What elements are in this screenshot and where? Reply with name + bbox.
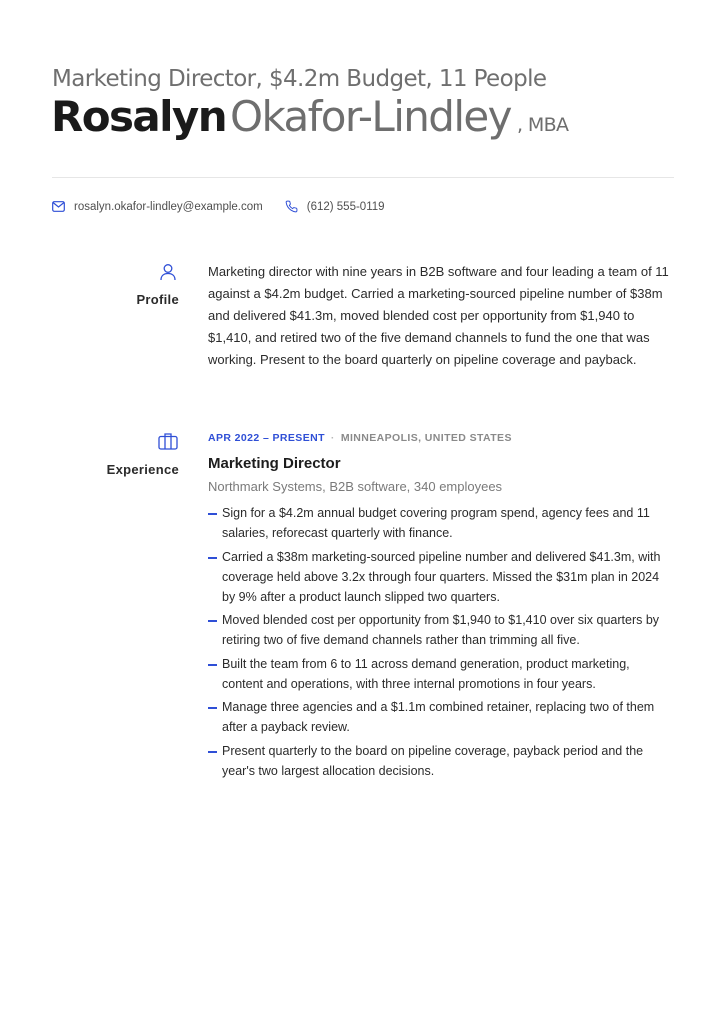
- dash-marker: [208, 620, 217, 622]
- bullet-text: Present quarterly to the board on pipeline coverage, payback period and the year's two largest allocation decisions.: [222, 743, 644, 778]
- bullet-item: [208, 547, 674, 607]
- bullet-item: [208, 503, 674, 543]
- full-name: [51, 92, 569, 141]
- job-company: Northmark Systems, B2B software, 340 employees: [208, 479, 503, 494]
- experience-label: Experience: [106, 462, 179, 477]
- job-dates: APR 2022 – PRESENT: [208, 432, 325, 444]
- user-icon: [159, 263, 177, 281]
- credential: , MBA: [516, 114, 569, 136]
- bullet-text: Sign for a $4.2m annual budget covering program spend, agency fees and 11 salaries, reforecast quarterly with finance.: [222, 506, 650, 540]
- email-text[interactable]: rosalyn.okafor-lindley@example.com: [74, 200, 263, 213]
- briefcase-icon: [158, 432, 178, 450]
- last-name: Okafor-Lindley: [230, 92, 511, 141]
- header-divider: [52, 177, 674, 178]
- bullet-item: [208, 610, 674, 650]
- dash-marker: [208, 751, 217, 753]
- profile-summary: Marketing director with nine years in B2B software and four leading a team of 11 against a $4.2m budget. Carried a marketing-sourced pipeline number of $38m and delivered $41.3m, moved blended cost per opportunity from $1,940 to $1,410, and retired two of the five demand channels to fund the one that was working. Present to the board quarterly on pipeline coverage and payback.: [208, 264, 669, 367]
- phone-item[interactable]: [285, 200, 385, 213]
- bullet-text: Carried a $38m marketing-sourced pipeline number and delivered $41.3m, with coverage held above 3.2x through four quarters. Missed the $31m plan in 2024 by 9% after a product launch slipped two quarters.: [222, 549, 661, 604]
- meta-separator: ·: [330, 432, 335, 444]
- profile-label: Profile: [136, 292, 179, 307]
- bullet-item: [208, 654, 674, 694]
- contact-row: [52, 200, 385, 213]
- dash-marker: [208, 513, 217, 515]
- dash-marker: [208, 557, 217, 559]
- headline: Marketing Director, $4.2m Budget, 11 People: [52, 66, 547, 92]
- dash-marker: [208, 664, 217, 666]
- job-meta: [208, 432, 512, 444]
- mail-icon: [52, 201, 65, 212]
- first-name: Rosalyn: [51, 92, 227, 141]
- phone-icon: [285, 200, 298, 213]
- email-item[interactable]: [52, 201, 263, 213]
- dash-marker: [208, 707, 217, 709]
- job-bullets: [208, 503, 674, 784]
- job-title: Marketing Director: [208, 455, 341, 472]
- bullet-text: Built the team from 6 to 11 across demand generation, product marketing, content and operations, with three internal promotions in four years.: [222, 656, 630, 691]
- bullet-text: Moved blended cost per opportunity from $1,940 to $1,410 over six quarters by retiring two of five demand channels rather than trimming all five.: [222, 613, 660, 647]
- phone-text[interactable]: (612) 555-0119: [306, 200, 385, 213]
- bullet-item: [208, 697, 674, 737]
- bullet-item: [208, 741, 674, 781]
- bullet-text: Manage three agencies and a $1.1m combined retainer, replacing two of them after a payback review.: [222, 700, 655, 734]
- job-location: MINNEAPOLIS, UNITED STATES: [340, 432, 512, 444]
